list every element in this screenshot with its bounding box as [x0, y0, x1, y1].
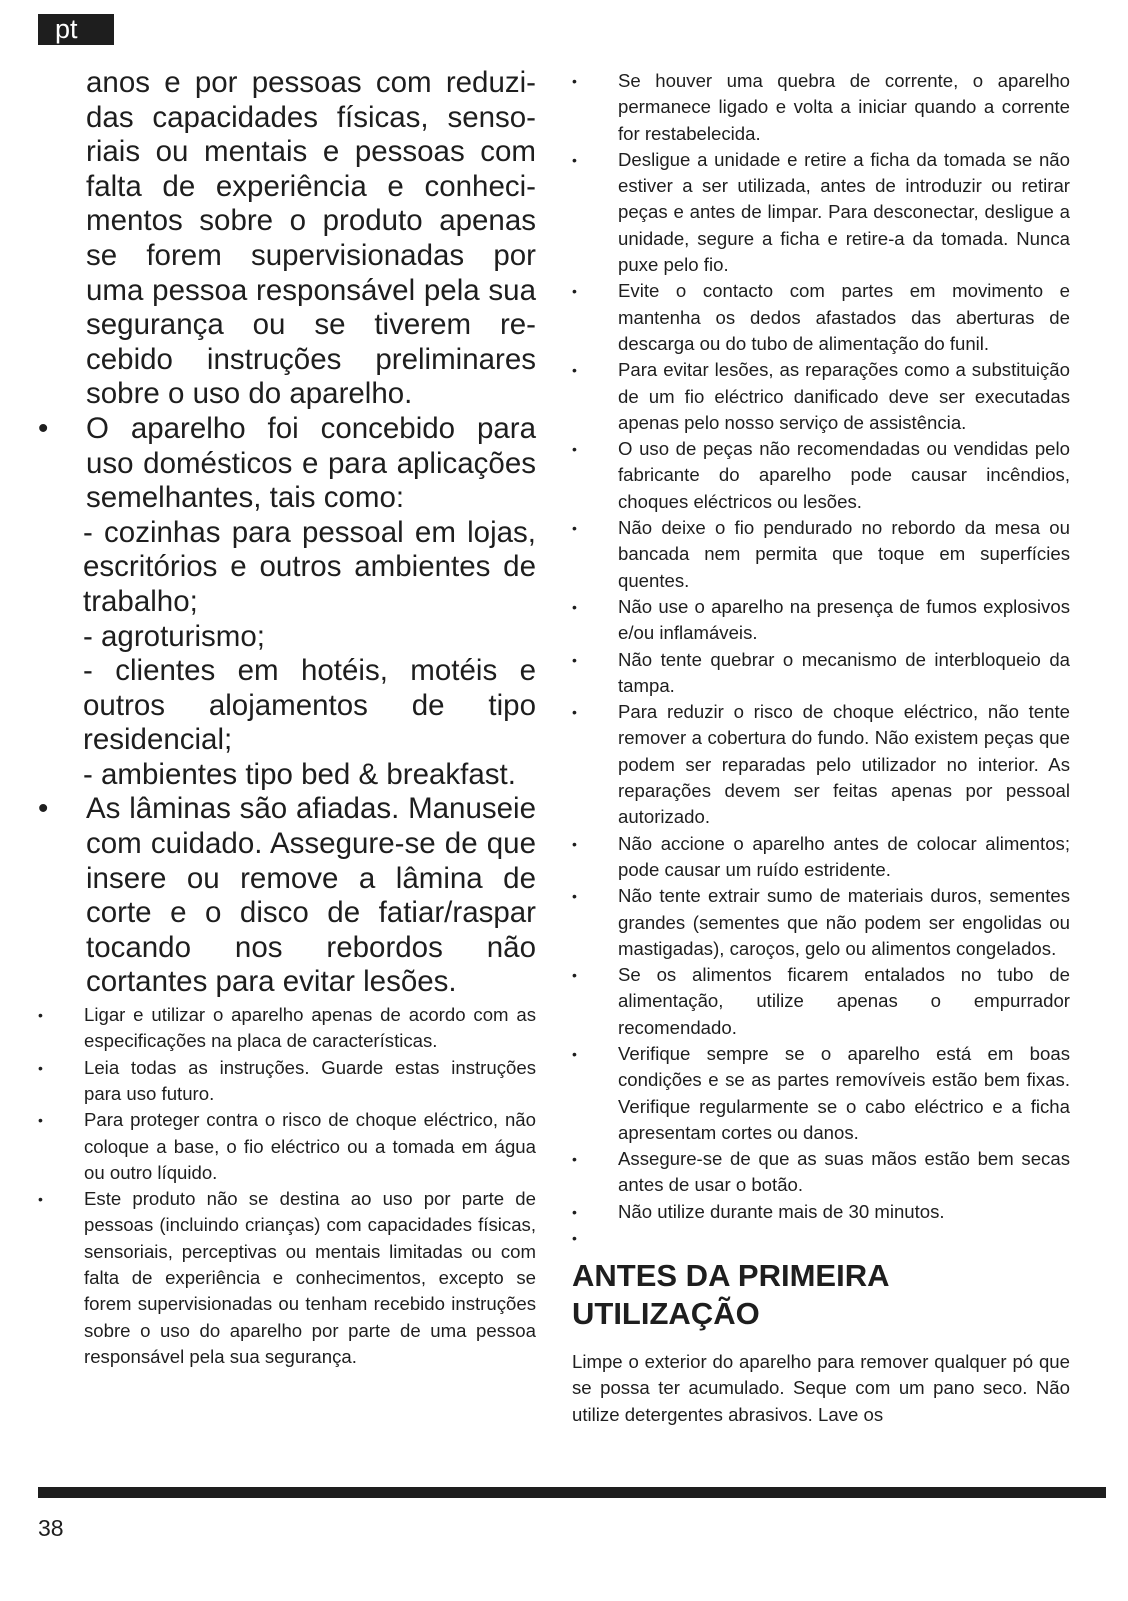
bullet-icon: •	[572, 967, 577, 984]
domestic-use-text: O aparelho foi concebido para uso domésticos e para aplicações semelhantes, tais como:	[86, 411, 536, 515]
bullet-icon: •	[572, 441, 577, 458]
list-item-text: Para reduzir o risco de choque eléctrico, não tente remover a cobertura do fundo. Não existem peças que podem ser reparadas pelo utilizador no interior. As reparações devem ser feitas apenas por pessoal autorizado.	[618, 701, 1070, 828]
list-item-text: Não deixe o fio pendurado no rebordo da mesa ou bancada nem permita que toque em superfícies quentes.	[618, 517, 1070, 591]
bullet-icon: •	[572, 283, 577, 300]
bullet-icon: •	[572, 651, 577, 668]
list-item	[572, 278, 1070, 357]
list-item-text: Não utilize durante mais de 30 minutos.	[618, 1200, 945, 1222]
list-item	[572, 436, 1070, 515]
list-item	[572, 647, 1070, 700]
bullet-icon: •	[572, 362, 577, 379]
list-item	[38, 1107, 536, 1186]
bullet-icon: •	[572, 520, 577, 537]
list-item-text: Desligue a unidade e retire a ficha da tomada se não estiver a ser utilizada, antes de introduzir ou retirar peças e antes de limpar. Para desconectar, desligue a unidade, segure a ficha e retire-a da tomada. Nunca puxe pelo fio.	[618, 148, 1070, 276]
list-item	[38, 1055, 536, 1108]
bullet-icon: •	[38, 1112, 43, 1129]
list-item-text: Leia todas as instruções. Guarde estas instruções para uso futuro.	[84, 1056, 536, 1104]
bullet-icon: •	[572, 888, 577, 905]
footer-rule	[38, 1487, 1106, 1498]
left-column	[38, 66, 536, 1370]
dash-item: - clientes em hotéis, motéis e outros alojamentos de tipo residencial;	[83, 654, 536, 757]
list-item	[38, 792, 536, 1000]
bullet-icon: •	[572, 1151, 577, 1168]
bullet-icon: •	[572, 704, 577, 721]
right-column	[572, 68, 1070, 1428]
list-item	[572, 1041, 1070, 1146]
list-item	[572, 883, 1070, 962]
list-item-text: Verifique sempre se o aparelho está em boas condições e se as partes removíveis estão bem fixas. Verifique regularmente se o cabo eléctrico e a ficha apresentam cortes ou danos.	[618, 1042, 1070, 1143]
bullet-icon: •	[572, 151, 577, 168]
list-item-text: O uso de peças não recomendadas ou vendidas pelo fabricante do aparelho pode causar incêndios, choques eléctricos ou lesões.	[618, 438, 1070, 512]
bullet-icon: •	[38, 1059, 43, 1076]
heading-line: ANTES DA PRIMEIRA	[572, 1258, 890, 1294]
bullet-icon: •	[572, 73, 577, 89]
list-item-text: Para evitar lesões, as reparações como a substituição de um fio eléctrico danificado deve ser executadas apenas pelo nosso serviço de assistência.	[618, 359, 1070, 433]
list-item	[572, 962, 1070, 1041]
list-item	[38, 1186, 536, 1370]
page-number: 38	[38, 1515, 64, 1541]
intro-paragraph: anos e por pessoas com reduzi-das capacidades físicas, senso-riais ou mentais e pessoas com falta de experiência e conheci-mentos sobre o produto apenas se forem supervisionadas por uma pessoa responsável pela sua segurança ou se tiverem re-cebido instruções preliminares sobre o uso do aparelho.	[86, 66, 536, 411]
list-item-text: Assegure-se de que as suas mãos estão bem secas antes de usar o botão.	[618, 1148, 1070, 1196]
list-item	[572, 357, 1070, 436]
list-item	[572, 831, 1070, 884]
blades-warning-text: As lâminas são afiadas. Manuseie com cuidado. Assegure-se de que insere ou remove a lâmina de corte e o disco de fatiar/raspar tocando nos rebordos não cortantes para evitar lesões.	[86, 792, 536, 999]
list-item-text: Não accione o aparelho antes de colocar alimentos; pode causar um ruído estridente.	[618, 832, 1070, 880]
list-item-text: Se os alimentos ficarem entalados no tubo de alimentação, utilize apenas o empurrador recomendado.	[618, 964, 1070, 1038]
bullet-icon: •	[38, 792, 49, 826]
dash-item: - cozinhas para pessoal em lojas, escritórios e outros ambientes de trabalho;	[83, 515, 536, 618]
list-item	[572, 1146, 1070, 1199]
list-item	[572, 147, 1070, 278]
list-item-text: Ligar e utilizar o aparelho apenas de acordo com as especificações na placa de características.	[84, 1004, 536, 1052]
list-item	[572, 594, 1070, 647]
bullet-icon: •	[572, 1230, 577, 1247]
section-heading	[572, 1257, 1070, 1333]
heading-line: UTILIZAÇÃO	[572, 1296, 760, 1332]
safety-list	[572, 68, 1070, 1247]
list-item-text: Não tente extrair sumo de materiais duros, sementes grandes (sementes que não podem ser engolidas ou mastigadas), caroços, gelo ou alimentos congelados.	[618, 885, 1070, 959]
bullet-icon: •	[38, 411, 49, 445]
list-item	[38, 412, 536, 516]
bullet-icon: •	[572, 835, 577, 852]
language-tag: pt	[38, 14, 114, 45]
list-item	[572, 699, 1070, 830]
bullet-icon: •	[572, 1045, 577, 1062]
list-item	[38, 1002, 536, 1055]
section-paragraph: Limpe o exterior do aparelho para remover qualquer pó que se possa ter acumulado. Seque com um pano seco. Não utilize detergentes abrasivos. Lave os	[572, 1351, 1070, 1425]
list-item	[572, 1199, 1070, 1225]
list-item-text: Para proteger contra o risco de choque eléctrico, não coloque a base, o fio eléctrico ou a tomada em água ou outro líquido.	[84, 1109, 536, 1183]
list-item	[572, 68, 1070, 147]
dash-item: - agroturismo;	[83, 619, 265, 653]
bullet-icon: •	[38, 1191, 43, 1208]
list-item-text: Não use o aparelho na presença de fumos explosivos e/ou inflamáveis.	[618, 595, 1070, 644]
list-item	[572, 515, 1070, 594]
dash-item: - ambientes tipo bed & breakfast.	[83, 757, 516, 791]
bullet-icon: •	[572, 1203, 577, 1220]
list-item-text: Este produto não se destina ao uso por parte de pessoas (incluindo crianças) com capacidades físicas, sensoriais, perceptivas ou mentais limitadas ou com falta de experiência e conhecimentos, excepto se forem supervisionadas ou tenham recebido instruções sobre o uso do aparelho por parte de uma pessoa responsável pela sua segurança.	[84, 1188, 536, 1367]
bullet-icon: •	[38, 1007, 43, 1024]
list-item-text: Não tente quebrar o mecanismo de interbloqueio da tampa.	[618, 648, 1070, 696]
list-item-text: Evite o contacto com partes em movimento e mantenha os dedos afastados das aberturas de descarga ou do tubo de alimentação do funil.	[618, 280, 1070, 354]
list-item	[572, 1225, 1070, 1247]
bullet-icon: •	[572, 598, 577, 615]
list-item-text: Se houver uma quebra de corrente, o aparelho permanece ligado e volta a iniciar quando a corrente for restabelecida.	[618, 70, 1070, 144]
